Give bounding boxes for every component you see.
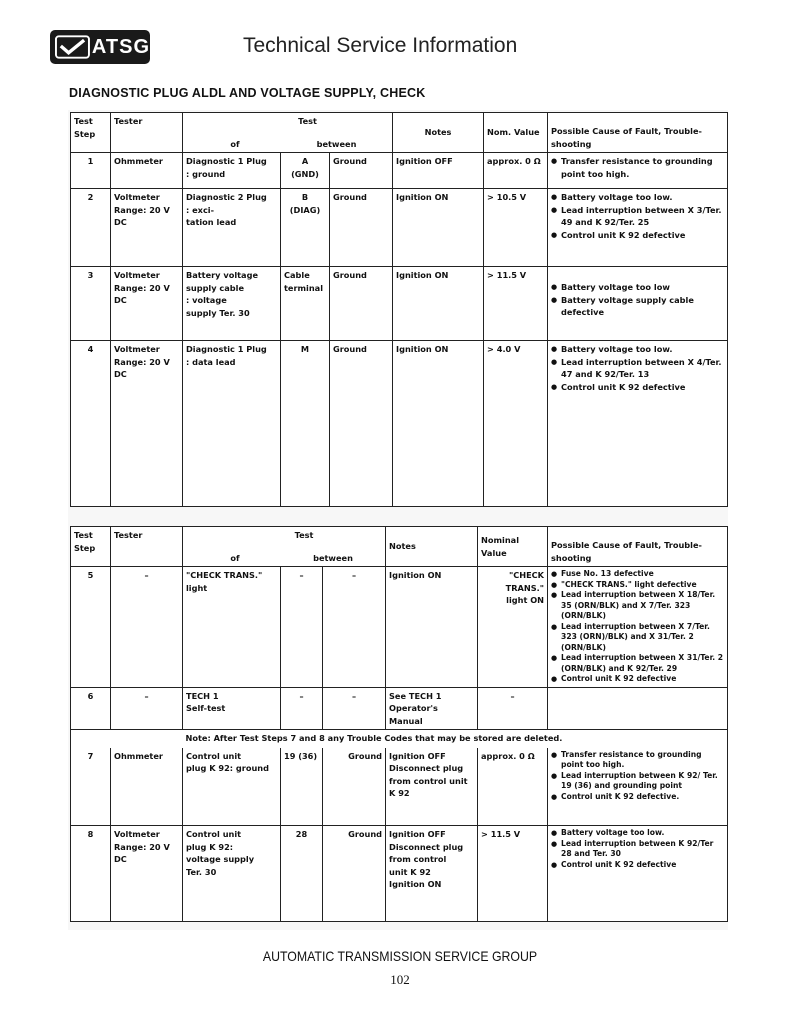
header-of: of bbox=[230, 138, 240, 149]
tester-cell: – bbox=[111, 687, 183, 730]
cause-item: ● Fuse No. 13 defective bbox=[561, 569, 724, 580]
header-test bbox=[183, 113, 393, 153]
notes-cell: Ignition ON bbox=[393, 189, 484, 267]
note-text: Note: After Test Steps 7 and 8 any Trouble Codes that may be stored are deleted. bbox=[183, 730, 728, 748]
test-of-cell: "CHECK TRANS." light bbox=[183, 567, 281, 688]
cause-item: ● Control unit K 92 defective bbox=[561, 860, 724, 871]
nominal-value-cell: > 11.5 V bbox=[478, 826, 548, 922]
header-between: between bbox=[316, 138, 357, 149]
notes-cell: Ignition OFF Disconnect plug from control unit K 92 Ignition ON bbox=[386, 826, 478, 922]
test-of-cell: Control unit plug K 92: voltage supply Ter. 30 bbox=[183, 826, 281, 922]
cause-cell bbox=[548, 267, 728, 341]
table-row bbox=[71, 748, 728, 826]
step-number: 6 bbox=[71, 687, 111, 730]
note-row bbox=[71, 730, 728, 748]
header-nominal: Nom. Value bbox=[484, 113, 548, 153]
test-between-cell: B (DIAG) bbox=[281, 189, 330, 267]
nominal-value-cell: approx. 0 Ω bbox=[484, 153, 548, 189]
nominal-value-cell: – bbox=[478, 687, 548, 730]
test-of-cell: Battery voltage supply cable : voltage supply Ter. 30 bbox=[183, 267, 281, 341]
cause-item: ● Lead interruption between X 18/Ter. 35 (ORN/BLK) and X 7/Ter. 323 (ORN/BLK) bbox=[561, 590, 724, 622]
header-tester: Tester bbox=[111, 527, 183, 567]
notes-cell: Ignition ON bbox=[393, 267, 484, 341]
section-title: DIAGNOSTIC PLUG ALDL AND VOLTAGE SUPPLY, CHECK bbox=[69, 86, 426, 100]
notes-cell: Ignition ON bbox=[386, 567, 478, 688]
cause-item: ● Transfer resistance to grounding point too high. bbox=[561, 750, 724, 771]
step-number: 5 bbox=[71, 567, 111, 688]
header-step: Test Step bbox=[71, 113, 111, 153]
test-between-ground-cell: Ground bbox=[330, 153, 393, 189]
tester-cell: Voltmeter Range: 20 V DC bbox=[111, 267, 183, 341]
cause-item: ● Control unit K 92 defective. bbox=[561, 792, 724, 803]
table-row bbox=[71, 826, 728, 922]
notes-cell: See TECH 1 Operator's Manual bbox=[386, 687, 478, 730]
test-between-ground-cell: Ground bbox=[330, 189, 393, 267]
table-row bbox=[71, 267, 728, 341]
tester-cell: Voltmeter Range: 20 V DC bbox=[111, 341, 183, 507]
nominal-value-cell: > 11.5 V bbox=[484, 267, 548, 341]
checkmark-logo-icon bbox=[55, 34, 90, 60]
test-between-ground-cell: Ground bbox=[323, 748, 386, 826]
page-header-title: Technical Service Information bbox=[243, 34, 518, 57]
test-of-cell: Diagnostic 1 Plug : ground bbox=[183, 153, 281, 189]
cause-item: ● "CHECK TRANS." light defective bbox=[561, 580, 724, 591]
test-between-cell: 28 bbox=[281, 826, 323, 922]
test-between-cell: M bbox=[281, 341, 330, 507]
cause-item: ● Control unit K 92 defective bbox=[561, 674, 724, 685]
cause-item: ● Lead interruption between X 7/Ter. 323 (ORN)/BLK) and X 31/Ter. 2 (ORN/BLK) bbox=[561, 622, 724, 654]
test-of-cell: Control unit plug K 92: ground bbox=[183, 748, 281, 826]
table-row bbox=[71, 341, 728, 507]
table-row bbox=[71, 687, 728, 730]
test-between-ground-cell: Ground bbox=[330, 341, 393, 507]
header-test-label: Test bbox=[294, 530, 314, 540]
step-number: 8 bbox=[71, 826, 111, 922]
test-between-cell: A (GND) bbox=[281, 153, 330, 189]
test-of-cell: Diagnostic 2 Plug : exci- tation lead bbox=[183, 189, 281, 267]
table-row bbox=[71, 153, 728, 189]
cause-item: ● Battery voltage too low. bbox=[561, 191, 724, 204]
nominal-value-cell: > 10.5 V bbox=[484, 189, 548, 267]
cause-cell bbox=[548, 826, 728, 922]
cause-item: ● Lead interruption between K 92/Ter 28 and Ter. 30 bbox=[561, 839, 724, 860]
tester-cell: Ohmmeter bbox=[111, 153, 183, 189]
test-between-cell: – bbox=[281, 687, 323, 730]
cause-item: ● Transfer resistance to grounding point too high. bbox=[561, 155, 724, 180]
cause-cell bbox=[548, 341, 728, 507]
cause-cell bbox=[548, 567, 728, 688]
notes-cell: Ignition OFF Disconnect plug from control unit K 92 bbox=[386, 748, 478, 826]
header-notes: Notes bbox=[386, 527, 478, 567]
test-between-cell: 19 (36) bbox=[281, 748, 323, 826]
header-between: between bbox=[313, 552, 353, 563]
header-test bbox=[183, 527, 386, 567]
cause-cell bbox=[548, 153, 728, 189]
tester-cell: Ohmmeter bbox=[111, 748, 183, 826]
footer-group-name: AUTOMATIC TRANSMISSION SERVICE GROUP bbox=[262, 948, 538, 964]
atsg-logo bbox=[50, 30, 150, 64]
cause-item: ● Battery voltage too low. bbox=[561, 343, 724, 356]
table-header-row bbox=[71, 527, 728, 567]
test-between-ground-cell: – bbox=[323, 687, 386, 730]
cause-cell-empty bbox=[548, 687, 728, 730]
header-test-label: Test bbox=[298, 116, 317, 126]
cause-cell bbox=[548, 189, 728, 267]
table-row bbox=[71, 567, 728, 688]
nominal-value-cell: "CHECK TRANS." light ON bbox=[478, 567, 548, 688]
test-between-cell: Cable terminal bbox=[281, 267, 330, 341]
cause-cell bbox=[548, 748, 728, 826]
nominal-value-cell: > 4.0 V bbox=[484, 341, 548, 507]
test-between-ground-cell: – bbox=[323, 567, 386, 688]
cause-item: ● Lead interruption between X 31/Ter. 2 (ORN/BLK) and K 92/Ter. 29 bbox=[561, 653, 724, 674]
header-notes: Notes bbox=[393, 113, 484, 153]
step-number: 7 bbox=[71, 748, 111, 826]
header-cause: Possible Cause of Fault, Trouble-shooting bbox=[548, 113, 728, 153]
header-tester: Tester bbox=[111, 113, 183, 153]
notes-cell: Ignition OFF bbox=[393, 153, 484, 189]
step-number: 4 bbox=[71, 341, 111, 507]
cause-item: ● Battery voltage supply cable defective bbox=[561, 294, 724, 319]
logo-text: ATSG bbox=[91, 35, 150, 58]
header-nominal: Nominal Value bbox=[478, 527, 548, 567]
header-step: Test Step bbox=[71, 527, 111, 567]
cause-item: ● Lead interruption between X 3/Ter. 49 and K 92/Ter. 25 bbox=[561, 204, 724, 229]
diagnostic-table-1 bbox=[70, 112, 728, 507]
diagnostic-table-2 bbox=[70, 526, 728, 922]
cause-item: ● Lead interruption between K 92/ Ter. 19 (36) and grounding point bbox=[561, 771, 724, 792]
cause-item: ● Lead interruption between X 4/Ter. 47 and K 92/Ter. 13 bbox=[561, 356, 724, 381]
test-between-cell: – bbox=[281, 567, 323, 688]
tester-cell: Voltmeter Range: 20 V DC bbox=[111, 189, 183, 267]
cause-item: ● Battery voltage too low bbox=[561, 281, 724, 294]
test-of-cell: Diagnostic 1 Plug : data lead bbox=[183, 341, 281, 507]
header-of: of bbox=[230, 552, 240, 563]
page-number: 102 bbox=[390, 972, 410, 987]
tester-cell: – bbox=[111, 567, 183, 688]
tester-cell: Voltmeter Range: 20 V DC bbox=[111, 826, 183, 922]
test-between-ground-cell: Ground bbox=[323, 826, 386, 922]
table-row bbox=[71, 189, 728, 267]
header-cause: Possible Cause of Fault, Trouble-shooting bbox=[548, 527, 728, 567]
step-number: 3 bbox=[71, 267, 111, 341]
table-header-row bbox=[71, 113, 728, 153]
step-number: 2 bbox=[71, 189, 111, 267]
cause-item: ● Control unit K 92 defective bbox=[561, 381, 724, 394]
step-number: 1 bbox=[71, 153, 111, 189]
nominal-value-cell: approx. 0 Ω bbox=[478, 748, 548, 826]
cause-item: ● Control unit K 92 defective bbox=[561, 229, 724, 242]
test-of-cell: TECH 1 Self-test bbox=[183, 687, 281, 730]
cause-item: ● Battery voltage too low. bbox=[561, 828, 724, 839]
notes-cell: Ignition ON bbox=[393, 341, 484, 507]
test-between-ground-cell: Ground bbox=[330, 267, 393, 341]
